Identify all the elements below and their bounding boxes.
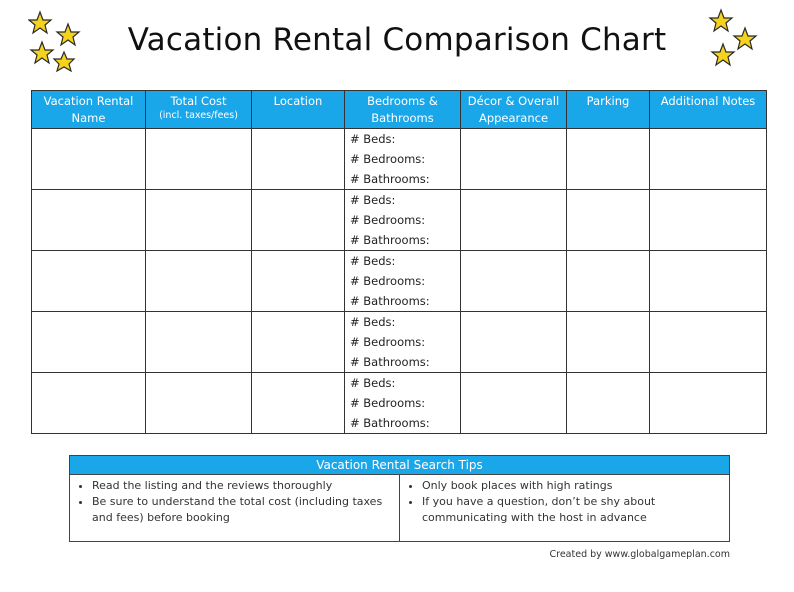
bed-field-label: # Bedrooms: [350, 274, 426, 288]
header-total-cost: Total Cost (incl. taxes/fees) [146, 91, 252, 129]
table-cell[interactable] [32, 251, 146, 312]
bed-field-label: # Bedrooms: [350, 152, 426, 166]
stars-right-icon [705, 8, 761, 70]
header-rental-name: Vacation Rental Name [32, 91, 146, 129]
bed-field-label: # Bedrooms: [350, 335, 426, 349]
page-title: Vacation Rental Comparison Chart [127, 22, 667, 58]
tip-item: • If you have a question, don’t be shy about communicating with the host in advance [422, 494, 721, 526]
header-notes: Additional Notes [650, 91, 767, 129]
bedrooms-cell[interactable] [345, 373, 461, 434]
table-row [32, 190, 767, 251]
table-cell[interactable] [146, 129, 252, 190]
bedrooms-cell[interactable] [345, 251, 461, 312]
tip-item: • Only book places with high ratings [422, 478, 721, 494]
table-row [32, 373, 767, 434]
table-row [32, 312, 767, 373]
credit-text: Created by www.globalgameplan.com [549, 549, 730, 560]
bed-field-label: # Beds: [350, 132, 396, 146]
bed-field-label: # Beds: [350, 315, 396, 329]
header-location: Location [252, 91, 345, 129]
comparison-table [31, 90, 767, 434]
table-cell[interactable] [567, 251, 650, 312]
table-cell[interactable] [461, 312, 567, 373]
table-cell[interactable] [650, 190, 767, 251]
bed-field-label: # Bedrooms: [350, 213, 426, 227]
table-cell[interactable] [461, 190, 567, 251]
table-cell[interactable] [567, 129, 650, 190]
bed-field-label: # Bathrooms: [350, 355, 430, 369]
bedrooms-cell[interactable] [345, 312, 461, 373]
header-bedrooms: Bedrooms & Bathrooms [345, 91, 461, 129]
table-cell[interactable] [146, 373, 252, 434]
bed-field-label: # Bathrooms: [350, 416, 430, 430]
tips-right-column [399, 475, 729, 542]
table-cell[interactable] [461, 373, 567, 434]
table-cell[interactable] [567, 373, 650, 434]
table-cell[interactable] [650, 312, 767, 373]
table-cell[interactable] [650, 373, 767, 434]
tips-box [69, 455, 730, 542]
table-cell[interactable] [252, 251, 345, 312]
table-cell[interactable] [252, 373, 345, 434]
table-cell[interactable] [252, 190, 345, 251]
table-cell[interactable] [567, 190, 650, 251]
table-row [32, 129, 767, 190]
table-cell[interactable] [146, 251, 252, 312]
bedrooms-cell[interactable] [345, 129, 461, 190]
bed-field-label: # Bathrooms: [350, 172, 430, 186]
bed-field-label: # Beds: [350, 376, 396, 390]
bed-field-label: # Beds: [350, 254, 396, 268]
tips-title: Vacation Rental Search Tips [70, 456, 729, 475]
tip-item: • Be sure to understand the total cost (including taxes and fees) before booking [92, 494, 391, 526]
table-cell[interactable] [146, 312, 252, 373]
table-cell[interactable] [32, 312, 146, 373]
header-decor: Décor & Overall Appearance [461, 91, 567, 129]
bed-field-label: # Bathrooms: [350, 233, 430, 247]
table-cell[interactable] [32, 129, 146, 190]
table-cell[interactable] [461, 129, 567, 190]
bed-field-label: # Beds: [350, 193, 396, 207]
bedrooms-cell[interactable] [345, 190, 461, 251]
tips-left-column [70, 475, 399, 542]
table-cell[interactable] [567, 312, 650, 373]
bed-field-label: # Bedrooms: [350, 396, 426, 410]
header-row [32, 91, 767, 129]
bed-field-label: # Bathrooms: [350, 294, 430, 308]
header-parking: Parking [567, 91, 650, 129]
table-cell[interactable] [650, 129, 767, 190]
table-cell[interactable] [461, 251, 567, 312]
tip-item: • Read the listing and the reviews thoroughly [92, 478, 391, 494]
table-row [32, 251, 767, 312]
table-cell[interactable] [650, 251, 767, 312]
table-cell[interactable] [252, 312, 345, 373]
table-cell[interactable] [252, 129, 345, 190]
table-cell[interactable] [32, 190, 146, 251]
table-cell[interactable] [146, 190, 252, 251]
table-cell[interactable] [32, 373, 146, 434]
